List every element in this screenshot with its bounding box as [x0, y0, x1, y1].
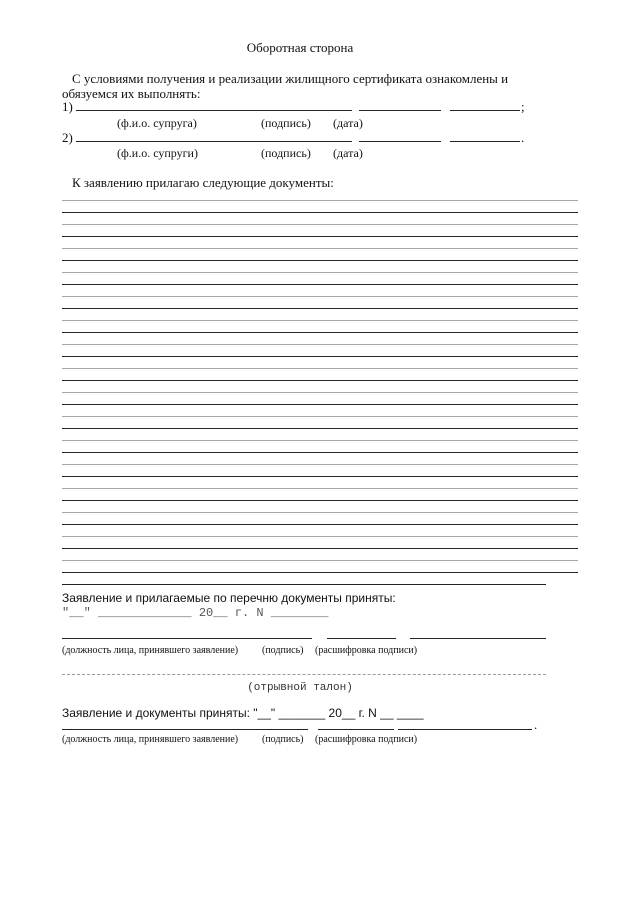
document-entry-line[interactable] — [62, 356, 578, 357]
document-entry-line[interactable] — [62, 572, 578, 573]
signer-1-name-field[interactable] — [76, 110, 352, 111]
document-entry-line[interactable] — [62, 464, 578, 465]
document-entry-line[interactable] — [62, 536, 578, 537]
document-entry-line[interactable] — [62, 392, 578, 393]
acceptance-position-field[interactable] — [62, 638, 312, 639]
document-entry-line[interactable] — [62, 560, 578, 561]
document-entry-line[interactable] — [62, 512, 578, 513]
document-entry-line[interactable] — [62, 308, 578, 309]
signer-2-name-caption: (ф.и.о. супруги) — [117, 146, 198, 160]
tear-off-sign-caption: (подпись) — [262, 734, 304, 745]
signer-1-date-caption: (дата) — [333, 116, 363, 130]
acceptance-sign-caption: (подпись) — [262, 645, 304, 656]
document-entry-line[interactable] — [62, 224, 578, 225]
document-entry-line[interactable] — [62, 428, 578, 429]
document-entry-line[interactable] — [62, 548, 578, 549]
signer-2-number: 2) — [62, 130, 73, 145]
signer-2-sign-caption: (подпись) — [261, 146, 311, 160]
document-entry-line[interactable] — [62, 200, 578, 201]
acceptance-decode-caption: (расшифровка подписи) — [315, 645, 418, 656]
signer-2-end-mark: . — [521, 130, 525, 145]
document-entry-line[interactable] — [62, 476, 578, 477]
tear-off-position-field[interactable] — [62, 729, 308, 730]
intro-line-2: обязуемся их выполнять: — [62, 86, 201, 101]
document-entry-line[interactable] — [62, 332, 578, 333]
document-entry-line[interactable] — [62, 404, 578, 405]
document-entry-line[interactable] — [62, 452, 578, 453]
acceptance-position-caption: (должность лица, принявшего заявление) — [62, 645, 239, 656]
tear-off-decode-field[interactable] — [398, 729, 532, 730]
document-entry-line[interactable] — [62, 416, 578, 417]
document-entry-line[interactable] — [62, 524, 578, 525]
tear-off-end-mark: . — [534, 717, 538, 732]
signer-2-date-caption: (дата) — [333, 146, 363, 160]
document-entry-line[interactable] — [62, 260, 578, 261]
signer-1-date-field[interactable] — [450, 110, 520, 111]
document-entry-line[interactable] — [62, 500, 578, 501]
acceptance-heading: Заявление и прилагаемые по перечню документы приняты: — [62, 591, 396, 605]
document-entry-line[interactable] — [62, 272, 578, 273]
documents-heading: К заявлению прилагаю следующие документы: — [72, 175, 334, 190]
tear-off-sign-field[interactable] — [318, 729, 394, 730]
intro-line-1: С условиями получения и реализации жилищного сертификата ознакомлены и — [72, 71, 509, 86]
tear-off-heading: Заявление и документы приняты: "__" _______ 20__ г. N __ ____ — [62, 706, 424, 720]
acceptance-decode-field[interactable] — [410, 638, 546, 639]
document-entry-line[interactable] — [62, 248, 578, 249]
tear-off-label: (отрывной талон) — [247, 682, 353, 694]
document-entry-line[interactable] — [62, 296, 578, 297]
page-title: Оборотная сторона — [246, 40, 354, 55]
document-entry-line[interactable] — [62, 320, 578, 321]
signer-1-name-caption: (ф.и.о. супруга) — [117, 116, 197, 130]
document-entry-line[interactable] — [62, 488, 578, 489]
document-entry-line[interactable] — [62, 440, 578, 441]
tear-off-position-caption: (должность лица, принявшего заявление) — [62, 734, 239, 745]
acceptance-sign-field[interactable] — [327, 638, 396, 639]
document-entry-line[interactable] — [62, 236, 578, 237]
signer-2-sign-field[interactable] — [359, 141, 441, 142]
tear-off-cut-line — [62, 674, 546, 675]
document-entry-line[interactable] — [62, 284, 578, 285]
documents-list-last-line[interactable] — [62, 584, 546, 585]
document-entry-line[interactable] — [62, 212, 578, 213]
signer-2-date-field[interactable] — [450, 141, 520, 142]
signer-2-name-field[interactable] — [76, 141, 352, 142]
signer-1-sign-caption: (подпись) — [261, 116, 311, 130]
document-entry-line[interactable] — [62, 368, 578, 369]
document-entry-line[interactable] — [62, 380, 578, 381]
tear-off-decode-caption: (расшифровка подписи) — [315, 734, 418, 745]
acceptance-date-line[interactable]: "__" _____________ 20__ г. N ________ — [62, 606, 329, 620]
document-entry-line[interactable] — [62, 344, 578, 345]
signer-1-end-mark: ; — [521, 99, 525, 114]
signer-1-number: 1) — [62, 99, 73, 114]
signer-1-sign-field[interactable] — [359, 110, 441, 111]
